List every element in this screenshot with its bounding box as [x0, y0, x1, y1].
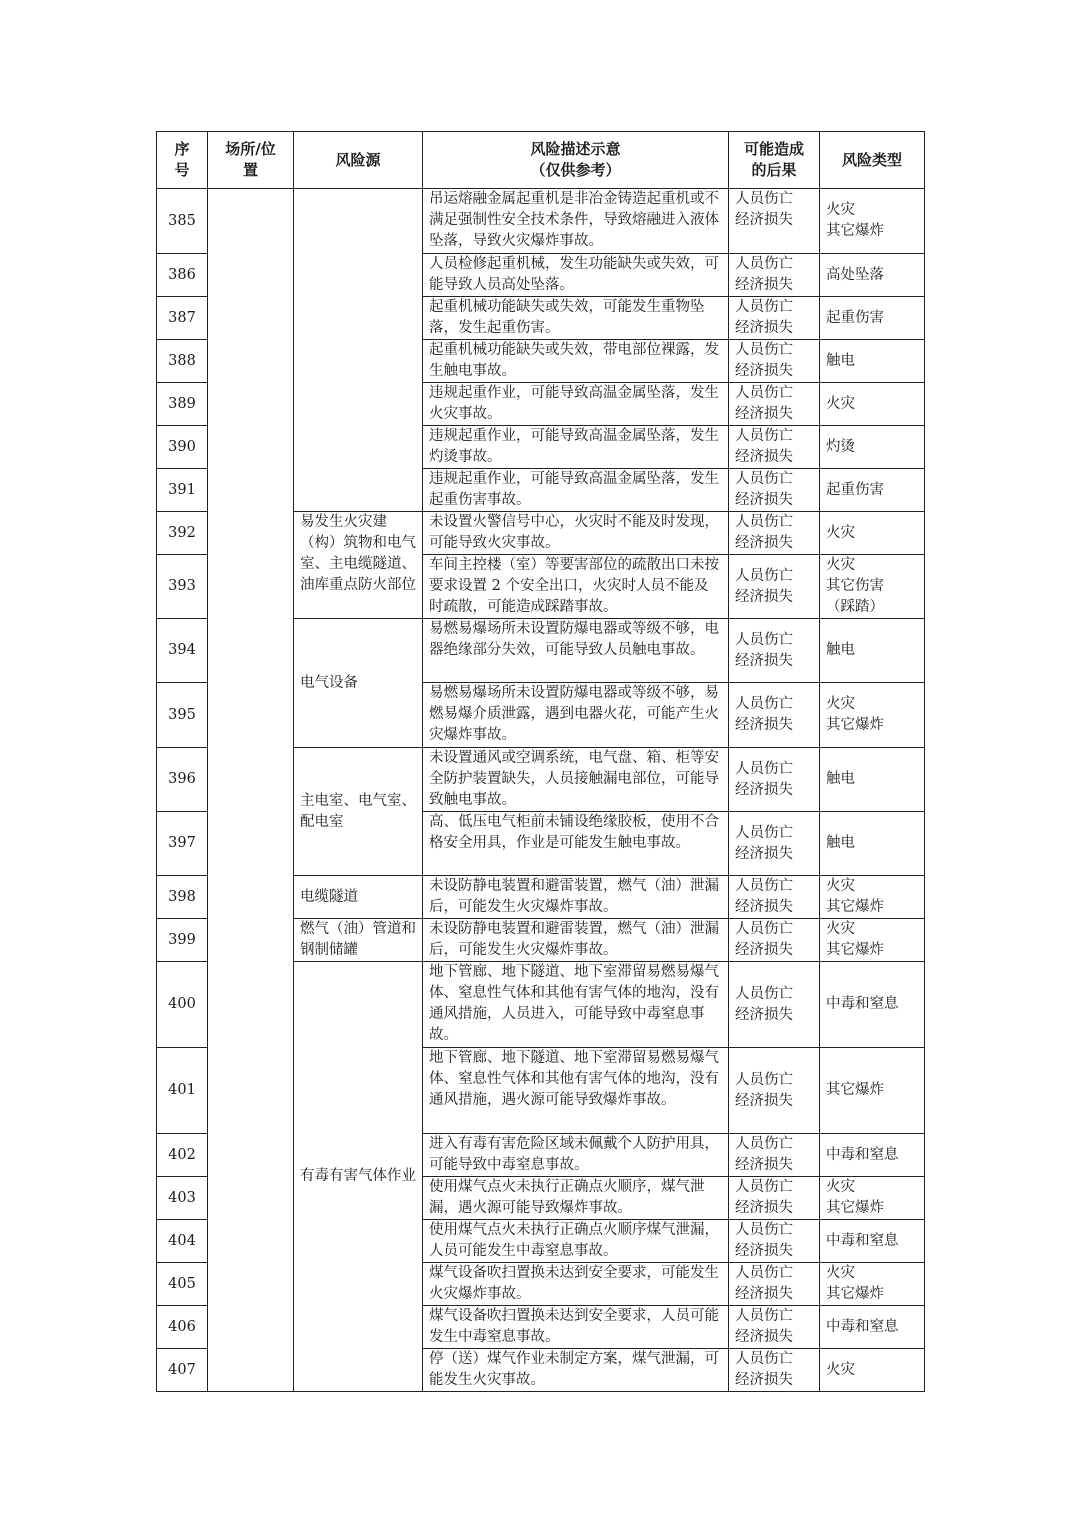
row-consequence: 人员伤亡 经济损失: [729, 683, 820, 748]
row-type: 火灾: [820, 1349, 925, 1392]
header-seq: 序 号: [157, 132, 208, 189]
row-seq: 390: [157, 426, 208, 469]
row-description: 地下管廊、地下隧道、地下室滞留易燃易爆气体、窒息性气体和其他有害气体的地沟，没有通风措施，遇火源可能导致爆炸事故。: [423, 1048, 729, 1134]
row-type: 火灾 其它爆炸: [820, 683, 925, 748]
source-cell-cable-tunnel: 电缆隧道: [294, 876, 423, 919]
row-consequence: 人员伤亡 经济损失: [729, 1220, 820, 1263]
row-consequence: 人员伤亡 经济损失: [729, 297, 820, 340]
row-type: 触电: [820, 812, 925, 876]
row-description: 易燃易爆场所未设置防爆电器或等级不够，易燃易爆介质泄露，遇到电器火花，可能产生火灾爆炸事故。: [423, 683, 729, 748]
row-consequence: 人员伤亡 经济损失: [729, 469, 820, 512]
row-consequence: 人员伤亡 经济损失: [729, 619, 820, 683]
row-description: 未设置火警信号中心，火灾时不能及时发现，可能导致火灾事故。: [423, 512, 729, 555]
row-seq: 389: [157, 383, 208, 426]
row-type: 火灾 其它爆炸: [820, 919, 925, 962]
row-seq: 404: [157, 1220, 208, 1263]
row-consequence: 人员伤亡 经济损失: [729, 876, 820, 919]
row-type: 起重伤害: [820, 297, 925, 340]
row-type: 火灾 其它爆炸: [820, 876, 925, 919]
row-seq: 388: [157, 340, 208, 383]
row-consequence: 人员伤亡 经济损失: [729, 426, 820, 469]
risk-table: [156, 131, 925, 1392]
row-seq: 385: [157, 189, 208, 254]
row-seq: 399: [157, 919, 208, 962]
source-cell-gas-pipelines: 燃气（油）管道和钢制储罐: [294, 919, 423, 962]
row-type: 中毒和窒息: [820, 1306, 925, 1349]
row-consequence: 人员伤亡 经济损失: [729, 1134, 820, 1177]
row-description: 使用煤气点火未执行正确点火顺序煤气泄漏，人员可能发生中毒窒息事故。: [423, 1220, 729, 1263]
row-description: 停（送）煤气作业未制定方案，煤气泄漏，可能发生火灾事故。: [423, 1349, 729, 1392]
row-description: 违规起重作业，可能导致高温金属坠落，发生火灾事故。: [423, 383, 729, 426]
header-source: 风险源: [294, 132, 423, 189]
row-type: 触电: [820, 340, 925, 383]
row-type: 火灾: [820, 383, 925, 426]
row-seq: 406: [157, 1306, 208, 1349]
row-description: 地下管廊、地下隧道、地下室滞留易燃易爆气体、窒息性气体和其他有害气体的地沟，没有通风措施，人员进入，可能导致中毒窒息事故。: [423, 962, 729, 1048]
row-description: 未设置通风或空调系统，电气盘、箱、柜等安全防护装置缺失，人员接触漏电部位，可能导致触电事故。: [423, 748, 729, 812]
row-seq: 392: [157, 512, 208, 555]
row-description: 易燃易爆场所未设置防爆电器或等级不够，电器绝缘部分失效，可能导致人员触电事故。: [423, 619, 729, 683]
row-type: 灼烫: [820, 426, 925, 469]
row-type: 火灾 其它爆炸: [820, 189, 925, 254]
header-row: [157, 132, 925, 189]
row-type: 火灾 其它爆炸: [820, 1177, 925, 1220]
row-description: 违规起重作业，可能导致高温金属坠落，发生灼烫事故。: [423, 426, 729, 469]
row-seq: 386: [157, 254, 208, 297]
row-type: 火灾 其它伤害 （踩踏）: [820, 555, 925, 619]
row-seq: 398: [157, 876, 208, 919]
row-type: 火灾: [820, 512, 925, 555]
row-consequence: 人员伤亡 经济损失: [729, 748, 820, 812]
row-seq: 401: [157, 1048, 208, 1134]
header-description: 风险描述示意 （仅供参考）: [423, 132, 729, 189]
row-seq: 387: [157, 297, 208, 340]
row-description: 使用煤气点火未执行正确点火顺序，煤气泄漏，遇火源可能导致爆炸事故。: [423, 1177, 729, 1220]
row-consequence: 人员伤亡 经济损失: [729, 962, 820, 1048]
row-type: 中毒和窒息: [820, 1220, 925, 1263]
row-type: 中毒和窒息: [820, 962, 925, 1048]
row-consequence: 人员伤亡 经济损失: [729, 340, 820, 383]
row-seq: 407: [157, 1349, 208, 1392]
row-seq: 391: [157, 469, 208, 512]
row-consequence: 人员伤亡 经济损失: [729, 254, 820, 297]
row-type: 火灾 其它爆炸: [820, 1263, 925, 1306]
header-type: 风险类型: [820, 132, 925, 189]
source-cell-fire-buildings: 易发生火灾建（构）筑物和电气室、主电缆隧道、油库重点防火部位: [294, 512, 423, 619]
row-type: 高处坠落: [820, 254, 925, 297]
row-consequence: 人员伤亡 经济损失: [729, 383, 820, 426]
source-cell-electric-rooms: 主电室、电气室、配电室: [294, 748, 423, 876]
row-consequence: 人员伤亡 经济损失: [729, 812, 820, 876]
row-description: 煤气设备吹扫置换未达到安全要求，人员可能发生中毒窒息事故。: [423, 1306, 729, 1349]
row-consequence: 人员伤亡 经济损失: [729, 1048, 820, 1134]
row-consequence: 人员伤亡 经济损失: [729, 1306, 820, 1349]
row-seq: 400: [157, 962, 208, 1048]
row-description: 车间主控楼（室）等要害部位的疏散出口未按要求设置 2 个安全出口，火灾时人员不能及时疏散，可能造成踩踏事故。: [423, 555, 729, 619]
row-consequence: 人员伤亡 经济损失: [729, 512, 820, 555]
row-seq: 393: [157, 555, 208, 619]
row-type: 中毒和窒息: [820, 1134, 925, 1177]
source-cell-toxic-gas-work: 有毒有害气体作业: [294, 962, 423, 1392]
row-description: 违规起重作业，可能导致高温金属坠落，发生起重伤害事故。: [423, 469, 729, 512]
source-cell-electrical-equipment: 电气设备: [294, 619, 423, 748]
row-description: 进入有毒有害危险区域未佩戴个人防护用具，可能导致中毒窒息事故。: [423, 1134, 729, 1177]
row-seq: 402: [157, 1134, 208, 1177]
row-description: 未设防静电装置和避雷装置，燃气（油）泄漏后，可能发生火灾爆炸事故。: [423, 919, 729, 962]
header-consequence: 可能造成 的后果: [729, 132, 820, 189]
row-description: 起重机械功能缺失或失效，带电部位裸露，发生触电事故。: [423, 340, 729, 383]
row-type: 触电: [820, 619, 925, 683]
row-consequence: 人员伤亡 经济损失: [729, 1263, 820, 1306]
row-description: 吊运熔融金属起重机是非冶金铸造起重机或不满足强制性安全技术条件，导致熔融进入液体坠落，导致火灾爆炸事故。: [423, 189, 729, 254]
row-type: 起重伤害: [820, 469, 925, 512]
header-location: 场所/位 置: [208, 132, 294, 189]
row-description: 人员检修起重机械，发生功能缺失或失效，可能导致人员高处坠落。: [423, 254, 729, 297]
row-consequence: 人员伤亡 经济损失: [729, 1177, 820, 1220]
row-consequence: 人员伤亡 经济损失: [729, 555, 820, 619]
row-consequence: 人员伤亡 经济损失: [729, 919, 820, 962]
table-row: [157, 189, 925, 254]
row-seq: 395: [157, 683, 208, 748]
row-description: 起重机械功能缺失或失效，可能发生重物坠落，发生起重伤害。: [423, 297, 729, 340]
row-seq: 394: [157, 619, 208, 683]
row-type: 触电: [820, 748, 925, 812]
row-seq: 397: [157, 812, 208, 876]
row-type: 其它爆炸: [820, 1048, 925, 1134]
row-description: 煤气设备吹扫置换未达到安全要求，可能发生火灾爆炸事故。: [423, 1263, 729, 1306]
row-seq: 405: [157, 1263, 208, 1306]
row-seq: 403: [157, 1177, 208, 1220]
row-seq: 396: [157, 748, 208, 812]
location-cell: [208, 189, 294, 1392]
row-consequence: 人员伤亡 经济损失: [729, 1349, 820, 1392]
row-consequence: 人员伤亡 经济损失: [729, 189, 820, 254]
row-description: 未设防静电装置和避雷装置，燃气（油）泄漏后，可能发生火灾爆炸事故。: [423, 876, 729, 919]
row-description: 高、低压电气柜前未铺设绝缘胶板，使用不合格安全用具，作业是可能发生触电事故。: [423, 812, 729, 876]
source-cell-crane: [294, 189, 423, 512]
